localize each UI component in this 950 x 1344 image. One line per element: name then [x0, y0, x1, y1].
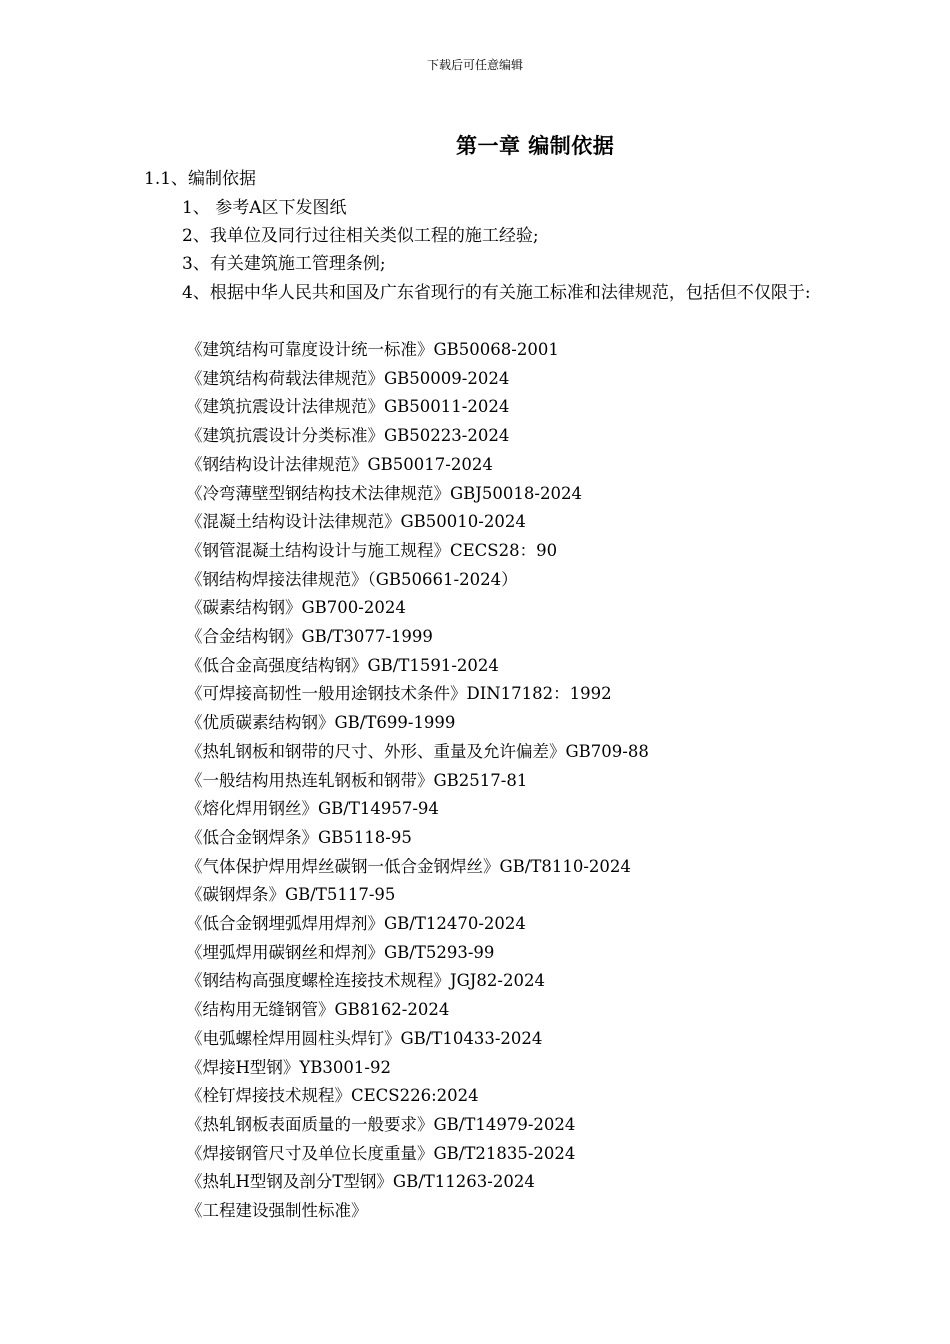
standard-item: 《栓钉焊接技术规程》CECS226:2024: [186, 1086, 479, 1106]
standard-item: 《焊接钢管尺寸及单位长度重量》GB/T21835-2024: [186, 1143, 576, 1163]
standard-item: 《低合金高强度结构钢》GB/T1591-2024: [186, 655, 499, 675]
standard-item: 《钢管混凝土结构设计与施工规程》CECS28：90: [186, 540, 558, 560]
basis-item-1: 1、 参考A区下发图纸: [182, 198, 347, 218]
standard-item: 《气体保护焊用焊丝碳钢一低合金钢焊丝》GB/T8110-2024: [186, 856, 631, 876]
standard-item: 《合金结构钢》GB/T3077-1999: [186, 627, 433, 647]
standard-item: 《建筑抗震设计法律规范》GB50011-2024: [186, 397, 510, 417]
standard-item: 《建筑结构荷载法律规范》GB50009-2024: [186, 368, 510, 388]
standard-item: 《热轧钢板表面质量的一般要求》GB/T14979-2024: [186, 1114, 576, 1134]
standard-item: 《低合金钢埋弧焊用焊剂》GB/T12470-2024: [186, 914, 526, 934]
standards-list: [186, 336, 649, 1226]
standard-item: 《优质碳素结构钢》GB/T699-1999: [186, 713, 456, 733]
standard-item: 《钢结构焊接法律规范》（GB50661-2024）: [186, 569, 518, 589]
standard-item: 《电弧螺栓焊用圆柱头焊钉》GB/T10433-2024: [186, 1028, 543, 1048]
header-note: 下载后可任意编辑: [426, 58, 523, 72]
standard-item: 《结构用无缝钢管》GB8162-2024: [186, 1000, 450, 1020]
standard-item: 《冷弯薄壁型钢结构技术法律规范》GBJ50018-2024: [186, 483, 582, 503]
standard-item: 《工程建设强制性标准》: [186, 1201, 368, 1221]
standard-item: 《低合金钢焊条》GB5118-95: [186, 827, 412, 847]
standard-item: 《钢结构高强度螺栓连接技术规程》JGJ82-2024: [186, 971, 545, 991]
standard-item: 《焊接H型钢》YB3001-92: [186, 1057, 391, 1077]
standard-item: 《碳钢焊条》GB/T5117-95: [186, 885, 396, 905]
standard-item: 《碳素结构钢》GB700-2024: [186, 598, 406, 618]
standard-item: 《建筑抗震设计分类标准》GB50223-2024: [186, 426, 510, 446]
standard-item: 《一般结构用热连轧钢板和钢带》GB2517-81: [186, 770, 528, 790]
basis-item-3: 3、有关建筑施工管理条例;: [182, 254, 386, 274]
standard-item: 《钢结构设计法律规范》GB50017-2024: [186, 454, 493, 474]
chapter-title: 第一章 编制依据: [456, 133, 615, 158]
standard-item: 《埋弧焊用碳钢丝和焊剂》GB/T5293-99: [186, 942, 495, 962]
section-title: 1.1、编制依据: [144, 169, 257, 189]
standard-item: 《可焊接高韧性一般用途钢技术条件》DIN17182：1992: [186, 684, 612, 704]
standard-item: 《建筑结构可靠度设计统一标准》GB50068-2001: [186, 340, 559, 359]
standard-item: 《热轧钢板和钢带的尺寸、外形、重量及允许偏差》GB709-88: [186, 741, 649, 761]
standard-item: 《混凝土结构设计法律规范》GB50010-2024: [186, 512, 526, 532]
basis-item-2: 2、我单位及同行过往相关类似工程的施工经验;: [182, 226, 539, 246]
standard-item: 《熔化焊用钢丝》GB/T14957-94: [186, 799, 439, 819]
standard-item: 《热轧H型钢及剖分T型钢》GB/T11263-2024: [186, 1172, 535, 1192]
basis-item-4: 4、根据中华人民共和国及广东省现行的有关施工标准和法律规范，包括但不仅限于:: [182, 283, 811, 303]
